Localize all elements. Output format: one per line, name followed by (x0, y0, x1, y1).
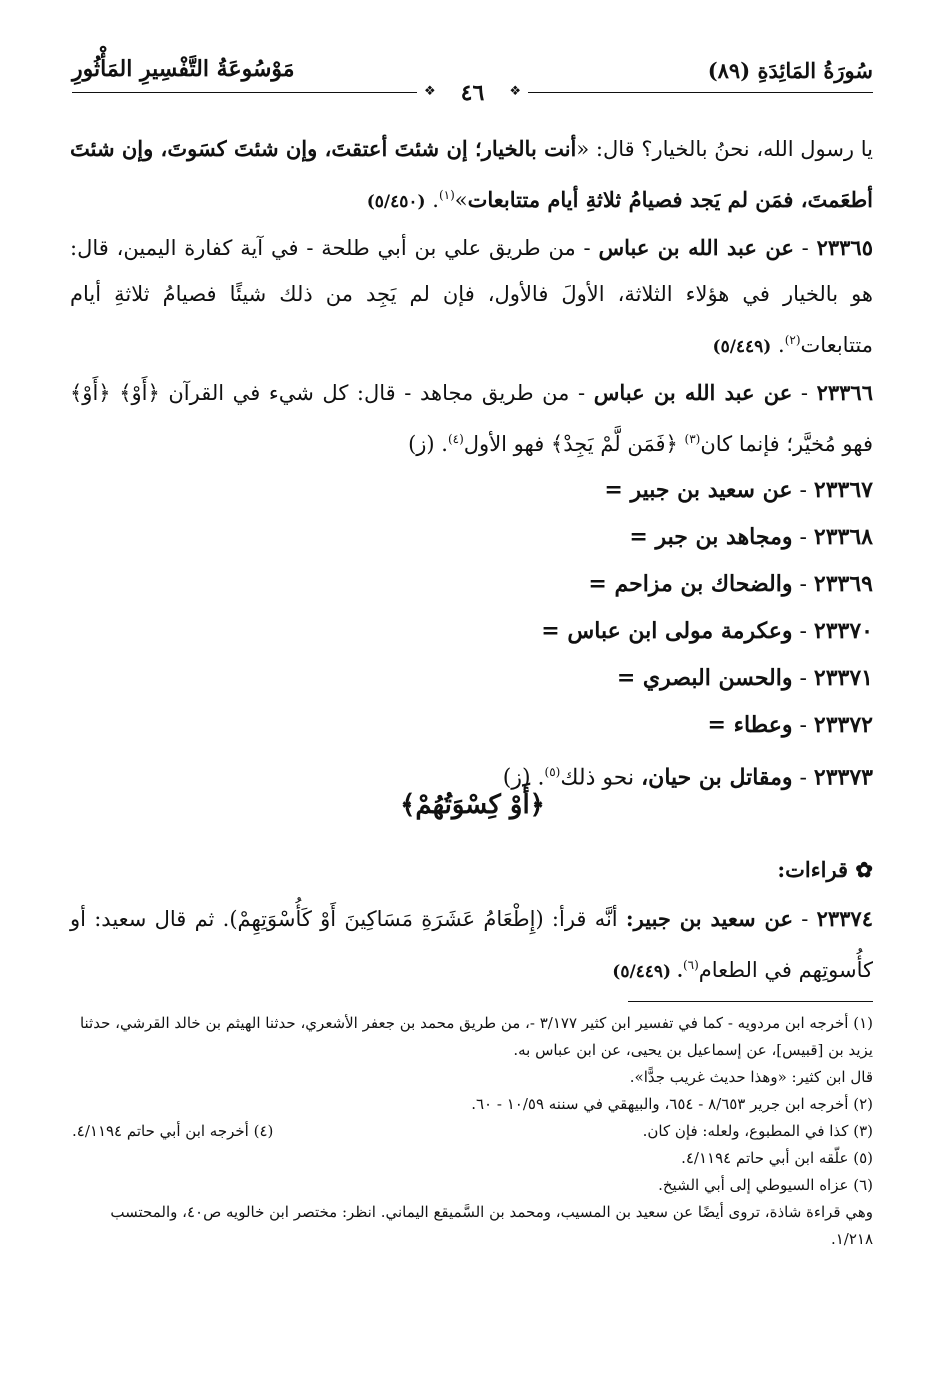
footnote-1: (١) أخرجه ابن مردويه - كما في تفسير ابن كثير ٣/١٧٧ -، من طريق محمد بن جعفر الأشعري، حدثنا الهيثم بن خالد القرشي، حدثنا يزيد بن [قبيس]، عن إسماعيل بن يحيى، عن ابن عباس به. (79, 1014, 873, 1059)
list-item: ٢٣٣٦٧ - عن سعيد بن جبير = (604, 477, 873, 503)
source-name: عن عبد الله بن عباس (598, 235, 794, 260)
paragraph: ٢٣٣٦٦ - عن عبد الله بن عباس - من طريق مجاهد - قال: كل شيء في القرآن ﴿أَوْ﴾ ﴿أَوْ﴾ فهو مُخيَّر؛ فإنما كان$^{(٣)}$ ﴿فَمَن لَّمْ يَجِدْ﴾ فهو الأول$^{(٤)}$. (ز) (70, 380, 873, 456)
book-title: مَوْسُوعَةُ التَّفْسِيرِ المَأْثُورِ (72, 56, 295, 82)
entry-number: ٢٣٣٦٧ (813, 477, 873, 503)
list-item: ٢٣٣٧٣ - ومقاتل بن حيان، نحو ذلك$^{(٥)}$. (ز) (502, 764, 873, 791)
quote-close: » (454, 188, 468, 212)
list-item: ٢٣٣٧٠ - وعكرمة مولى ابن عباس = (541, 618, 873, 644)
footnote-4: (٤) أخرجه ابن أبي حاتم ٤/١١٩٤. (72, 1122, 274, 1140)
list-item: ٢٣٣٧٢ - وعطاء = (707, 712, 873, 738)
source-name: ومقاتل بن حيان، (641, 764, 793, 791)
paragraph: ٢٣٣٧٤ - عن سعيد بن جبير: أنَّه قرأ: (إِطْعَامُ عَشَرَةِ مَسَاكِينَ أَوْ كَأُسْوَتِهِمْ). ثم قال سعيد: أو كأُسوتِهم في الطعام$^{(٦)}$. (٥/٤٤٩) (70, 906, 873, 982)
entry-number: ٢٣٣٦٨ (813, 524, 873, 550)
flower-icon: ✿ (855, 857, 873, 882)
narrator-name: وعطاء = (707, 712, 793, 738)
text: نحو ذلك (560, 765, 642, 791)
hadith-text: أنت بالخيار؛ إن شئتَ أعتقتَ، وإن شئتَ كسَوتَ، وإن شئتَ أطعَمتَ، فمَن لم يَجد فصيامُ ثلاثةِ أيام متتابعات (69, 136, 873, 212)
entry-number: ٢٣٣٦٦ (816, 380, 873, 405)
section-heading (777, 857, 873, 882)
surah-title: سُورَةُ المَائِدَةِ (٨٩) (707, 58, 873, 83)
ornament-icon: ❖ (424, 84, 436, 99)
footnote-ref: (٥) (544, 765, 561, 779)
footnote-ref: (٣) (684, 432, 701, 446)
section-title: قراءات: (777, 857, 849, 882)
entry-number: ٢٣٣٧٤ (816, 906, 873, 931)
list-item: ٢٣٣٧١ - والحسن البصري = (616, 665, 873, 691)
volume-ref: . (٥/٤٤٩) (612, 962, 683, 982)
header-rule-right (528, 92, 873, 93)
footnote-ref: (٦) (682, 958, 699, 972)
paragraph: ٢٣٣٦٥ - عن عبد الله بن عباس - من طريق علي بن أبي طلحة - في آية كفارة اليمين، قال: هو بالخيار في هؤلاء الثلاثة، الأولَ فالأول، فإن لم يَجِد من ذلك شيئًا فصيامُ ثلاثةِ أيام متتابعات$^{(٢)}$. (٥/٤٤٩) (70, 235, 873, 357)
narrator-name: ومجاهد بن جبر = (629, 524, 793, 550)
text: يا رسول الله، نحنُ بالخيار؟ قال: « (576, 137, 873, 161)
footnote-ref: (٢) (784, 333, 801, 347)
footnote-5: (٥) علّقه ابن أبي حاتم ٤/١١٩٤. (681, 1149, 873, 1167)
footnote-ref: (١) (438, 188, 455, 202)
text: أنَّه قرأ: (إِطْعَامُ عَشَرَةِ مَسَاكِينَ أَوْ كَأُسْوَتِهِمْ). ثم قال سعيد: أو كأُسوتِهم في الطعام (70, 907, 873, 982)
narrator-name: والحسن البصري = (616, 665, 793, 691)
running-header (72, 52, 873, 104)
entry-number: ٢٣٣٧٠ (813, 618, 873, 644)
footnote-separator (628, 1001, 873, 1002)
footnotes (72, 1010, 873, 1253)
header-rule-left (72, 92, 417, 93)
entry-number: ٢٣٣٧١ (813, 665, 873, 691)
main-text (70, 126, 873, 801)
text: من طريق مجاهد - قال: كل شيء في القرآن ﴿أَوْ﴾ ﴿أَوْ﴾ فهو مُخيَّر؛ فإنما كان (70, 381, 873, 456)
narrator-list (70, 467, 873, 749)
volume-ref: . (ز) (502, 765, 545, 791)
text: ﴿فَمَن لَّمْ يَجِدْ﴾ فهو الأول (463, 432, 685, 456)
footnote-2: (٢) أخرجه ابن جرير ٨/٦٥٣ - ٦٥٤، والبيهقي في سننه ١٠/٥٩ - ٦٠. (471, 1095, 873, 1113)
text: من طريق علي بن أبي طلحة - في آية كفارة اليمين، قال: هو بالخيار في هؤلاء الثلاثة، الأولَ فالأول، فإن لم يَجِد من ذلك شيئًا فصيامُ ثلاثةِ أيام متتابعات (70, 236, 873, 357)
narrator-name: وعكرمة مولى ابن عباس = (541, 618, 793, 644)
footnote-6-comment: وهي قراءة شاذة، تروى أيضًا عن سعيد بن المسيب، ومحمد بن السَّميقع اليماني. انظر: مختصر ابن خالويه ص٤٠، والمحتسب ١/٢١٨. (110, 1203, 873, 1248)
volume-ref: (٥/٤٥٠) (366, 192, 426, 212)
source-name: عن سعيد بن جبير: (625, 906, 793, 931)
volume-ref: . (ز) (408, 432, 448, 456)
narrator-name: عن سعيد بن جبير = (604, 477, 793, 503)
list-item: ٢٣٣٦٨ - ومجاهد بن جبر = (629, 524, 873, 550)
volume-ref: (٥/٤٤٩) (712, 337, 772, 357)
footnote-1-comment: قال ابن كثير: «وهذا حديث غريب جدًّا». (629, 1068, 873, 1086)
footnote-3: (٣) كذا في المطبوع، ولعله: فإن كان. (642, 1122, 873, 1140)
paragraph: يا رسول الله، نحنُ بالخيار؟ قال: «أنت بالخيار؛ إن شئتَ أعتقتَ، وإن شئتَ كسَوتَ، وإن شئتَ أطعَمتَ، فمَن لم يَجد فصيامُ ثلاثةِ أيام متتابعات»$^{(١)}$. (٥/٤٥٠) (69, 136, 873, 212)
entry-number: ٢٣٣٧٢ (813, 712, 873, 738)
footnote-row (72, 1118, 873, 1145)
ayah-heading: ﴿أَوْ كِسْوَتُهُمْ﴾ (400, 790, 545, 820)
main-text-2 (70, 896, 873, 995)
entry-number: ٢٣٣٧٣ (813, 764, 873, 791)
footnote-ref: (٤) (447, 432, 464, 446)
entry-number: ٢٣٣٦٩ (813, 571, 873, 597)
narrator-name: والضحاك بن مزاحم = (588, 571, 793, 597)
entry-number: ٢٣٣٦٥ (816, 235, 873, 260)
list-item: ٢٣٣٦٩ - والضحاك بن مزاحم = (588, 571, 873, 597)
page-number: ٤٦ (460, 80, 485, 106)
ornament-icon: ❖ (509, 84, 521, 99)
source-name: عن عبد الله بن عباس (593, 380, 793, 405)
footnote-6: (٦) عزاه السيوطي إلى أبي الشيخ. (658, 1176, 873, 1194)
